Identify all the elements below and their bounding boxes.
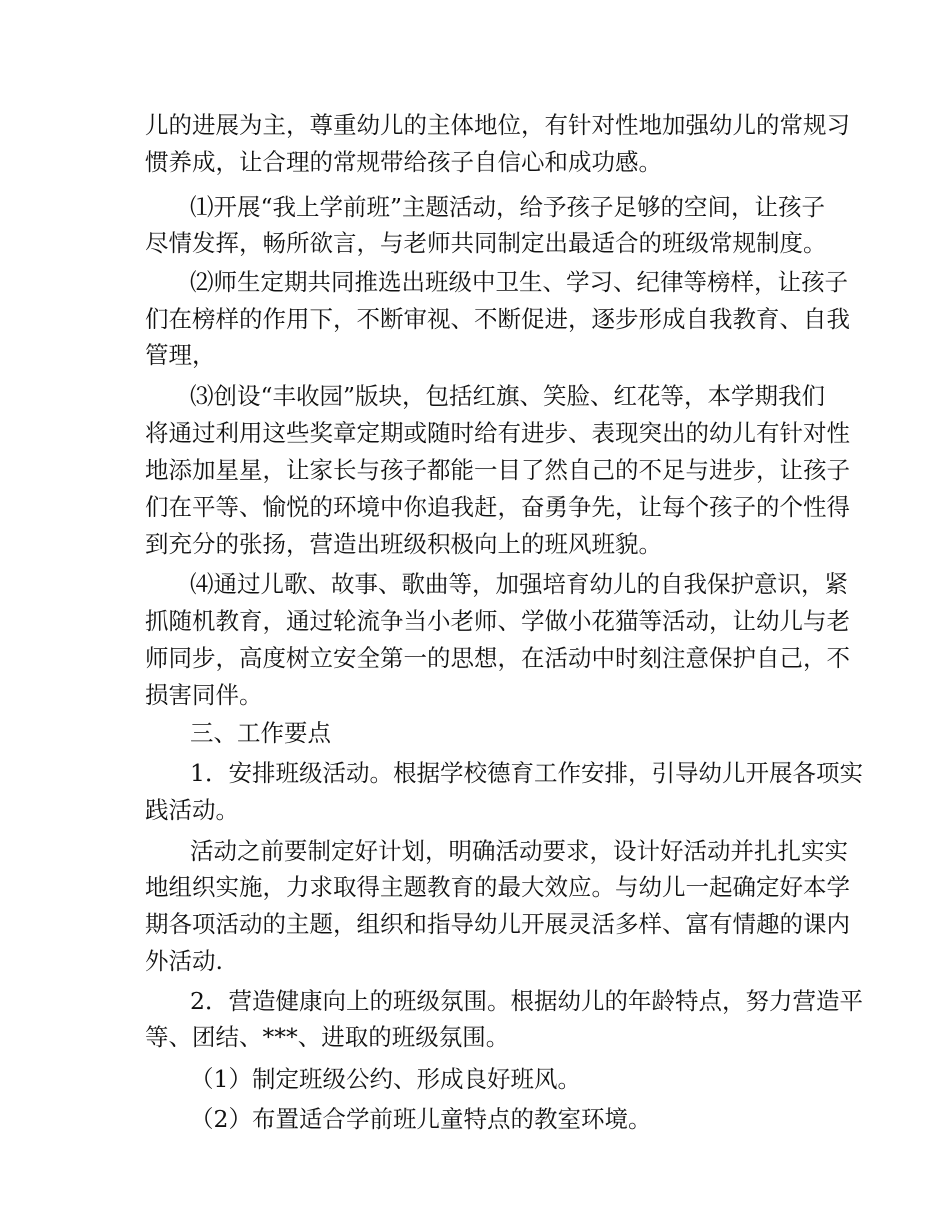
- text-line: 等、团结、***、进取的班级氛围。: [145, 1023, 510, 1051]
- text-line: 活动之前要制定好计划，明确活动要求，设计好活动并扎扎实实: [190, 837, 848, 865]
- text-line: ⑴开展“我上学前班”主题活动，给予孩子足够的空间，让孩子: [190, 193, 826, 221]
- text-line: （1）制定班级公约、形成良好班风。: [190, 1065, 581, 1093]
- text-line: 到充分的张扬，营造出班级积极向上的班风班貌。: [145, 530, 662, 558]
- text-line: 外活动.: [145, 947, 223, 975]
- text-line: 践活动。: [145, 796, 239, 824]
- text-line: 地添加星星，让家长与孩子都能一目了然自己的不足与进步，让孩子: [145, 456, 850, 484]
- section-heading: 三、工作要点: [190, 719, 331, 747]
- text-line: 1．安排班级活动。根据学校德育工作安排，引导幼儿开展各项实: [190, 759, 863, 787]
- text-line: 将通过利用这些奖章定期或随时给有进步、表现突出的幼儿有针对性: [145, 419, 850, 447]
- text-line: 2．营造健康向上的班级氛围。根据幼儿的年龄特点，努力营造平: [190, 987, 863, 1015]
- text-line: 抓随机教育，通过轮流争当小老师、学做小花猫等活动，让幼儿与老: [145, 607, 850, 635]
- text-line: （2）布置适合学前班儿童特点的教室环境。: [190, 1105, 652, 1133]
- text-line: 地组织实施，力求取得主题教育的最大效应。与幼儿一起确定好本学: [145, 873, 850, 901]
- text-line: 们在榜样的作用下，不断审视、不断促进，逐步形成自我教育、自我: [145, 305, 850, 333]
- text-line: ⑷通过儿歌、故事、歌曲等，加强培育幼儿的自我保护意识，紧: [190, 570, 848, 598]
- text-line: ⑵师生定期共同推选出班级中卫生、学习、纪律等榜样，让孩子: [190, 268, 848, 296]
- text-line: 儿的进展为主，尊重幼儿的主体地位，有针对性地加强幼儿的常规习: [145, 111, 850, 139]
- text-line: 师同步，高度树立安全第一的思想，在活动中时刻注意保护自己，不: [145, 644, 850, 672]
- text-line: 损害同伴。: [145, 681, 263, 709]
- text-line: 们在平等、愉悦的环境中你追我赶，奋勇争先，让每个孩子的个性得: [145, 493, 850, 521]
- text-line: 惯养成，让合理的常规带给孩子自信心和成功感。: [145, 148, 662, 176]
- text-line: ⑶创设“丰收园”版块，包括红旗、笑脸、红花等，本学期我们: [190, 382, 826, 410]
- text-line: 管理，: [145, 341, 216, 369]
- text-line: 尽情发挥，畅所欲言，与老师共同制定出最适合的班级常规制度。: [145, 229, 827, 257]
- text-line: 期各项活动的主题，组织和指导幼儿开展灵活多样、富有情趣的课内: [145, 910, 850, 938]
